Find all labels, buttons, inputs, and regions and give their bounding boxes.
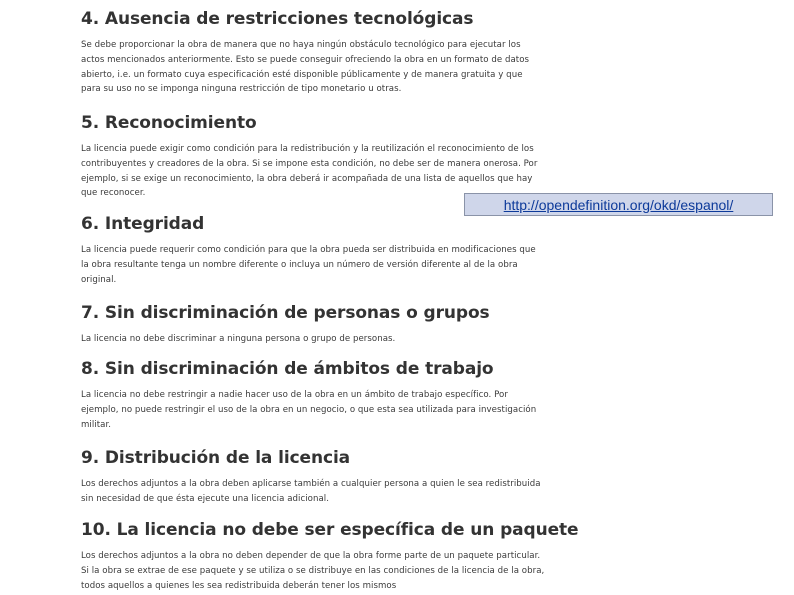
section-body: La licencia no debe discriminar a ninguna persona o grupo de personas. [81, 334, 396, 344]
section-body: Los derechos adjuntos a la obra no deben depender de que la obra forme parte de un paquete particular. Si la obra se extrae de ese paquete y se utiliza o se distribuye en las condiciones de la licencia de la obra, todos aquellos a quienes les sea redistribuida deberán tener los mismos [81, 551, 545, 591]
section-9 [81, 448, 545, 507]
section-6 [81, 214, 545, 287]
section-5 [81, 113, 545, 201]
section-title: 5. Reconocimiento [81, 113, 257, 133]
section-title: 4. Ausencia de restricciones tecnológicas [81, 9, 474, 29]
section-body: La licencia puede exigir como condición para la redistribución y la reutilización el reconocimiento de los contribuyentes y creadores de la obra. Si se impone esta condición, no debe ser de manera onerosa. Por ejemplo, si se exige un reconocimiento, la obra deberá ir acompañada de una lista de aquellos que hay que reconocer. [81, 144, 538, 199]
section-title: 7. Sin discriminación de personas o grupos [81, 303, 490, 323]
section-4 [81, 9, 545, 97]
section-title: 6. Integridad [81, 214, 205, 234]
opendefinition-link[interactable]: http://opendefinition.org/okd/espanol/ [503, 196, 734, 213]
section-body: La licencia no debe restringir a nadie hacer uso de la obra en un ámbito de trabajo específico. Por ejemplo, no puede restringir el uso de la obra en un negocio, o que esta sea utilizada para investigación militar. [81, 390, 537, 430]
section-8 [81, 359, 545, 432]
section-body: La licencia puede requerir como condición para que la obra pueda ser distribuida en modificaciones que la obra resultante tenga un nombre diferente o incluya un número de versión diferente al de la obra original. [81, 245, 536, 285]
section-body: Se debe proporcionar la obra de manera que no haya ningún obstáculo tecnológico para ejecutar los actos mencionados anteriormente. Esto se puede conseguir ofreciendo la obra en un formato de datos abierto, i.e. un formato cuya especificación esté disponible públicamente y de manera gratuita y que para su uso no se imponga ninguna restricción de tipo monetario u otras. [81, 40, 530, 95]
url-callout-box [464, 193, 773, 216]
section-10 [81, 520, 579, 593]
section-title: 9. Distribución de la licencia [81, 448, 351, 468]
section-7 [81, 303, 545, 347]
section-title: 10. La licencia no debe ser específica de un paquete [81, 520, 579, 540]
section-body: Los derechos adjuntos a la obra deben aplicarse también a cualquier persona a quien le sea redistribuida sin necesidad de que ésta ejecute una licencia adicional. [81, 479, 541, 504]
section-title: 8. Sin discriminación de ámbitos de trabajo [81, 359, 494, 379]
